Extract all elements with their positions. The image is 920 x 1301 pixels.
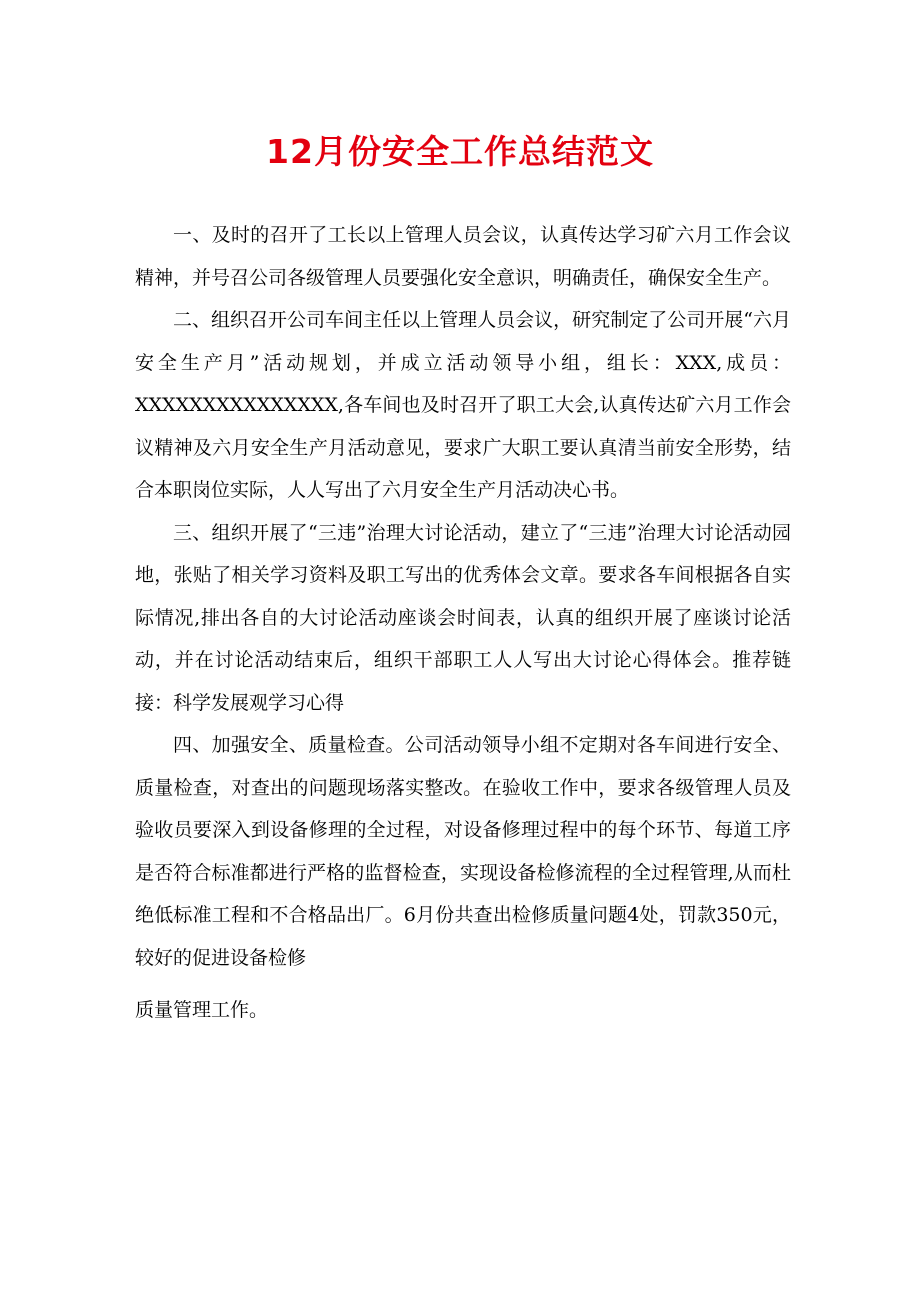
paragraph-1: 一、及时的召开了工长以上管理人员会议，认真传达学习矿六月工作会议精神，并号召公司各级管理人员要强化安全意识，明确责任，确保安全生产。 [135, 224, 791, 289]
paragraph-2: 二、组织召开公司车间主任以上管理人员会议，研究制定了公司开展“六月安全生产月”活动规划，并成立活动领导小组，组长：XXX,成员：XXXXXXXXXXXXXXX,各车间也及时召开了职工大会,认真传达矿六月工作会议精神及六月安全生产月活动意见，要求广大职工要认真清当前安全形势，结合本职岗位实际，人人写出了六月安全生产月活动决心书。 [135, 309, 791, 501]
paragraph-4-tail: 质量管理工作。 [135, 999, 269, 1021]
paragraph-3: 三、组织开展了“三违”治理大讨论活动，建立了“三违”治理大讨论活动园地，张贴了相关学习资料及职工写出的优秀体会文章。要求各车间根据各自实际情况,排出各自的大讨论活动座谈会时间表，认真的组织开展了座谈讨论活动，并在讨论活动结束后，组织干部职工人人写出大讨论心得体会。推荐链接：科学发展观学习心得 [135, 521, 791, 714]
document-body [135, 214, 791, 1032]
document-title: 12月份安全工作总结范文 [266, 132, 654, 171]
paragraph-4: 四、加强安全、质量检查。公司活动领导小组不定期对各车间进行安全、质量检查，对查出的问题现场落实整改。在验收工作中，要求各级管理人员及验收员要深入到设备修理的全过程，对设备修理过程中的每个环节、每道工序是否符合标准都进行严格的监督检查，实现设备检修流程的全过程管理,从而杜绝低标准工程和不合格品出厂。6月份共查出检修质量问题4处，罚款350元，较好的促进设备检修 [135, 734, 791, 969]
